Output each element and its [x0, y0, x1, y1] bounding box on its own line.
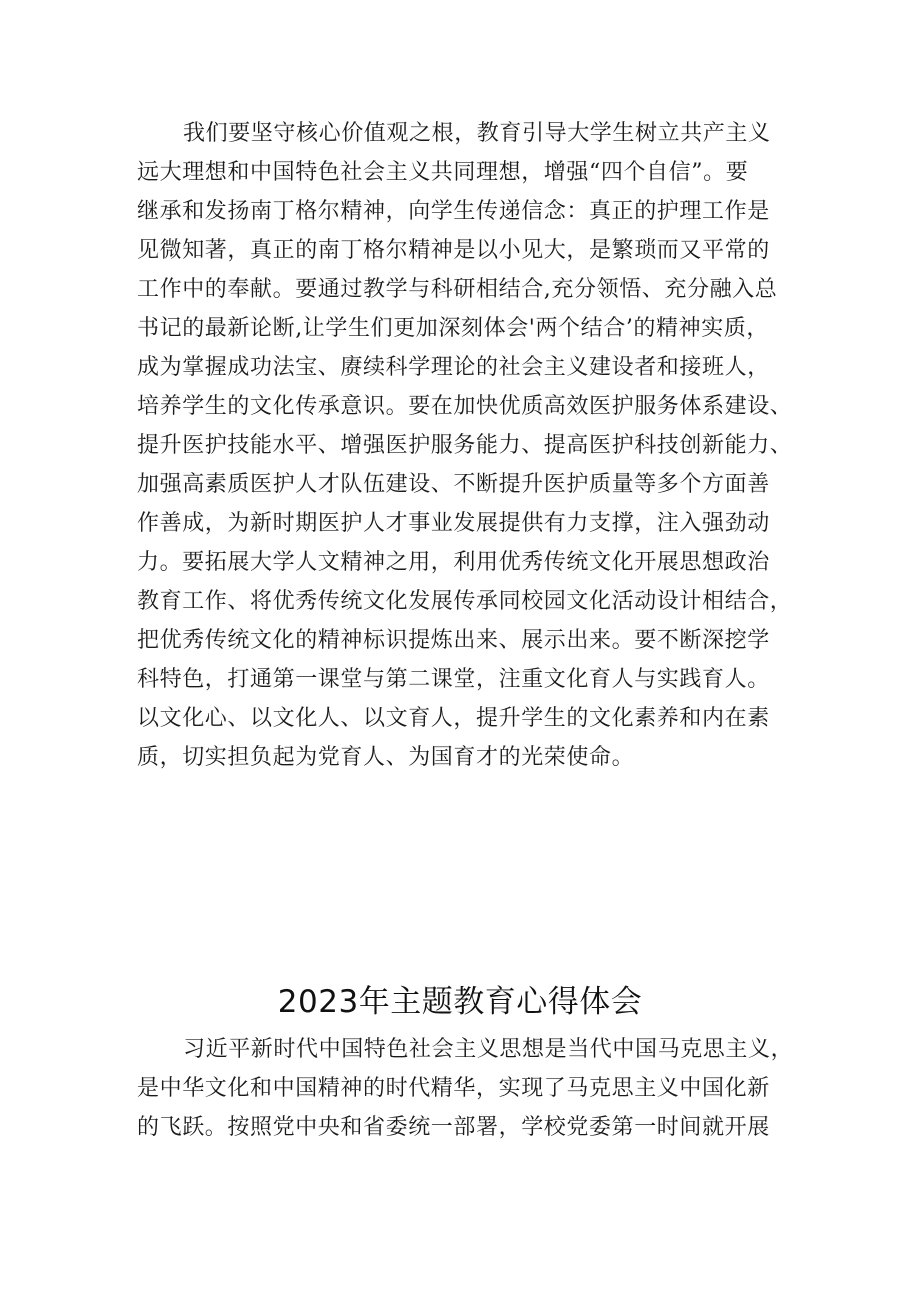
paragraph-line: 是中华文化和中国精神的时代精华，实现了马克思主义中国化新 — [137, 1076, 770, 1101]
paragraph-line: 科特色，打通第一课堂与第二课堂，注重文化育人与实践育人。 — [137, 667, 770, 692]
paragraph-line: 书记的最新论断,让学生们更加深刻体会'两个结合’的精神实质， — [137, 316, 770, 341]
paragraph-line: 加强高素质医护人才队伍建设、不断提升医护质量等多个方面善 — [137, 472, 770, 497]
paragraph-line: 我们要坚守核心价值观之根，教育引导大学生树立共产主义 — [183, 121, 771, 146]
paragraph-line: 习近平新时代中国特色社会主义思想是当代中国马克思主义， — [183, 1037, 794, 1062]
paragraph-line: 见微知著，真正的南丁格尔精神是以小见大，是繁琐而又平常的 — [137, 238, 770, 263]
section-heading: 2023年主题教育心得体会 — [277, 984, 643, 1020]
paragraph-line: 培养学生的文化传承意识。要在加快优质高效医护服务体系建设、 — [137, 394, 793, 419]
paragraph-line: 作善成，为新时期医护人才事业发展提供有力支撑，注入强劲动 — [137, 511, 770, 536]
paragraph-line: 力。要拓展大学人文精神之用，利用优秀传统文化开展思想政治 — [137, 550, 770, 575]
paragraph-line: 的飞跃。按照党中央和省委统一部署，学校党委第一时间就开展 — [137, 1115, 770, 1140]
paragraph-line: 工作中的奉献。要通过教学与科研相结合,充分领悟、充分融入总 — [137, 277, 778, 302]
paragraph-line: 质，切实担负起为党育人、为国育才的光荣使命。 — [137, 745, 635, 770]
body-paragraph-2 — [137, 1030, 817, 1147]
paragraph-line: 教育工作、将优秀传统文化发展传承同校园文化活动设计相结合， — [137, 589, 793, 614]
paragraph-line: 成为掌握成功法宝、赓续科学理论的社会主义建设者和接班人， — [137, 355, 770, 380]
paragraph-line: 提升医护技能水平、增强医护服务能力、提高医护科技创新能力、 — [137, 433, 793, 458]
paragraph-line: 把优秀传统文化的精神标识提炼出来、展示出来。要不断深挖学 — [137, 628, 770, 653]
paragraph-line: 远大理想和中国特色社会主义共同理想，增强“四个自信”。要 — [137, 160, 749, 185]
paragraph-line: 以文化心、以文化人、以文育人，提升学生的文化素养和内在素 — [137, 706, 770, 731]
paragraph-line: 继承和发扬南丁格尔精神，向学生传递信念：真正的护理工作是 — [137, 199, 770, 224]
body-paragraph-1 — [137, 114, 817, 777]
